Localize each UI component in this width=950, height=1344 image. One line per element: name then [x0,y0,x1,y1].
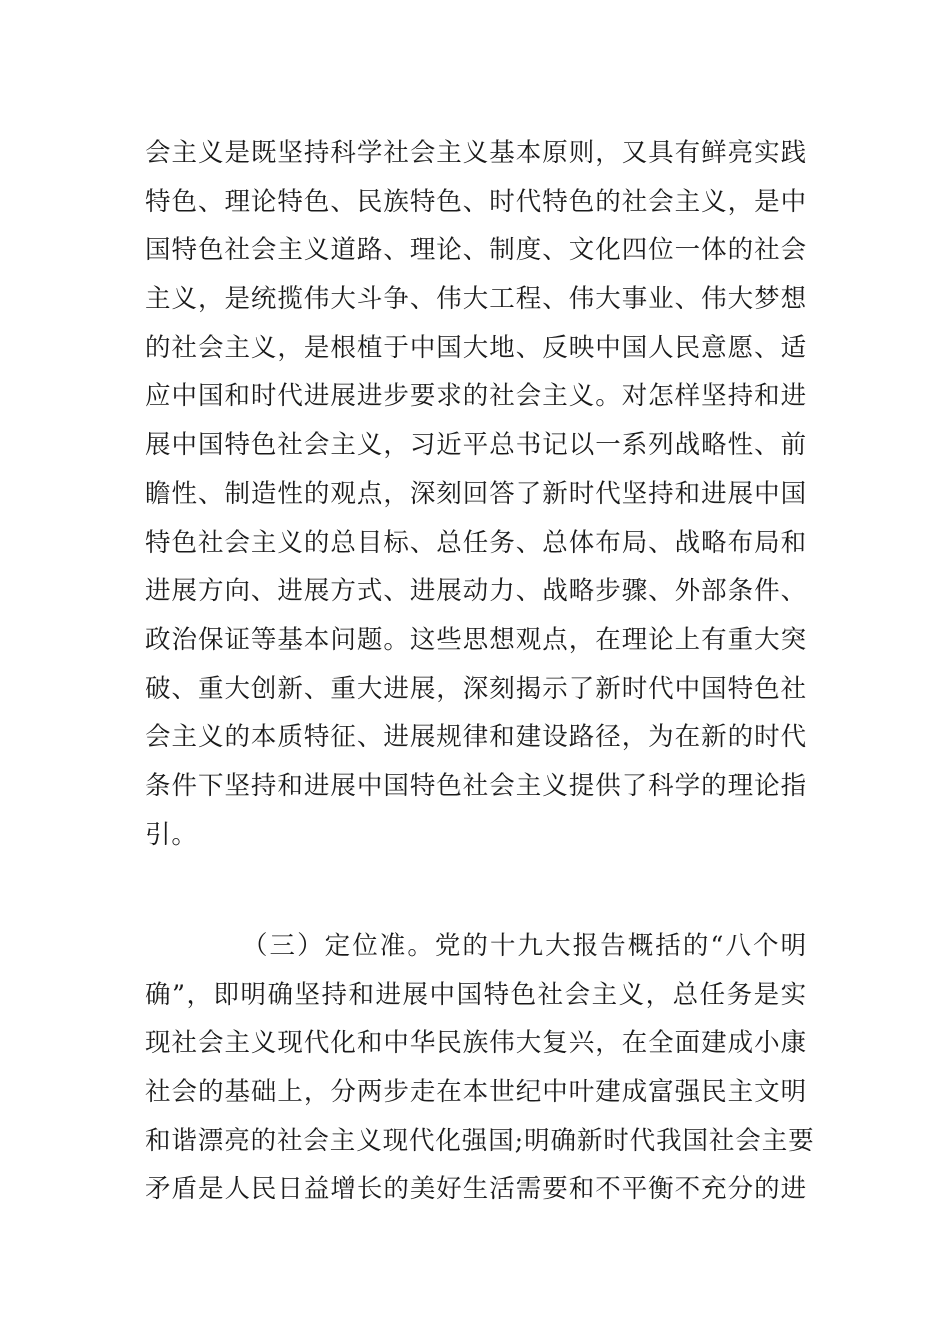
body-paragraph-2 [145,922,815,1214]
text-line: 特色社会主义的总目标、总任务、总体布局、战略布局和 [145,527,807,558]
text-line: 引。 [145,819,198,850]
text-line: 会主义的本质特征、进展规律和建设路径，为在新的时代 [145,722,807,753]
text-line: 展中国特色社会主义，习近平总书记以一系列战略性、前 [145,430,807,461]
text-line: 破、重大创新、重大进展，深刻揭示了新时代中国特色社 [145,673,807,704]
text-line: 进展方向、进展方式、进展动力、战略步骤、外部条件、 [145,576,807,607]
text-line: 瞻性、制造性的观点，深刻回答了新时代坚持和进展中国 [145,478,807,509]
text-line: 的社会主义，是根植于中国大地、反映中国人民意愿、适 [145,332,807,363]
body-paragraph-1 [145,129,807,859]
text-line: 主义，是统揽伟大斗争、伟大工程、伟大事业、伟大梦想 [145,284,807,315]
text-line: 现社会主义现代化和中华民族伟大复兴，在全面建成小康 [145,1028,807,1059]
section-heading-line: （三）定位准。党的十九大报告概括的“八个明 [242,931,807,961]
text-line: 应中国和时代进展进步要求的社会主义。对怎样坚持和进 [145,381,807,412]
text-line: 会主义是既坚持科学社会主义基本原则，又具有鲜亮实践 [145,138,807,168]
text-line: 政治保证等基本问题。这些思想观点，在理论上有重大突 [145,624,807,655]
text-line: 确”，即明确坚持和进展中国特色社会主义，总任务是实 [145,979,807,1010]
text-line: 矛盾是人民日益增长的美好生活需要和不平衡不充分的进 [145,1174,807,1205]
text-line: 条件下坚持和进展中国特色社会主义提供了科学的理论指 [145,770,807,801]
text-line: 特色、理论特色、民族特色、时代特色的社会主义，是中 [145,186,807,217]
text-line: 国特色社会主义道路、理论、制度、文化四位一体的社会 [145,235,807,266]
text-line: 社会的基础上，分两步走在本世纪中叶建成富强民主文明 [145,1077,807,1108]
text-line: 和谐漂亮的社会主义现代化强国;明确新时代我国社会主要 [145,1125,815,1156]
